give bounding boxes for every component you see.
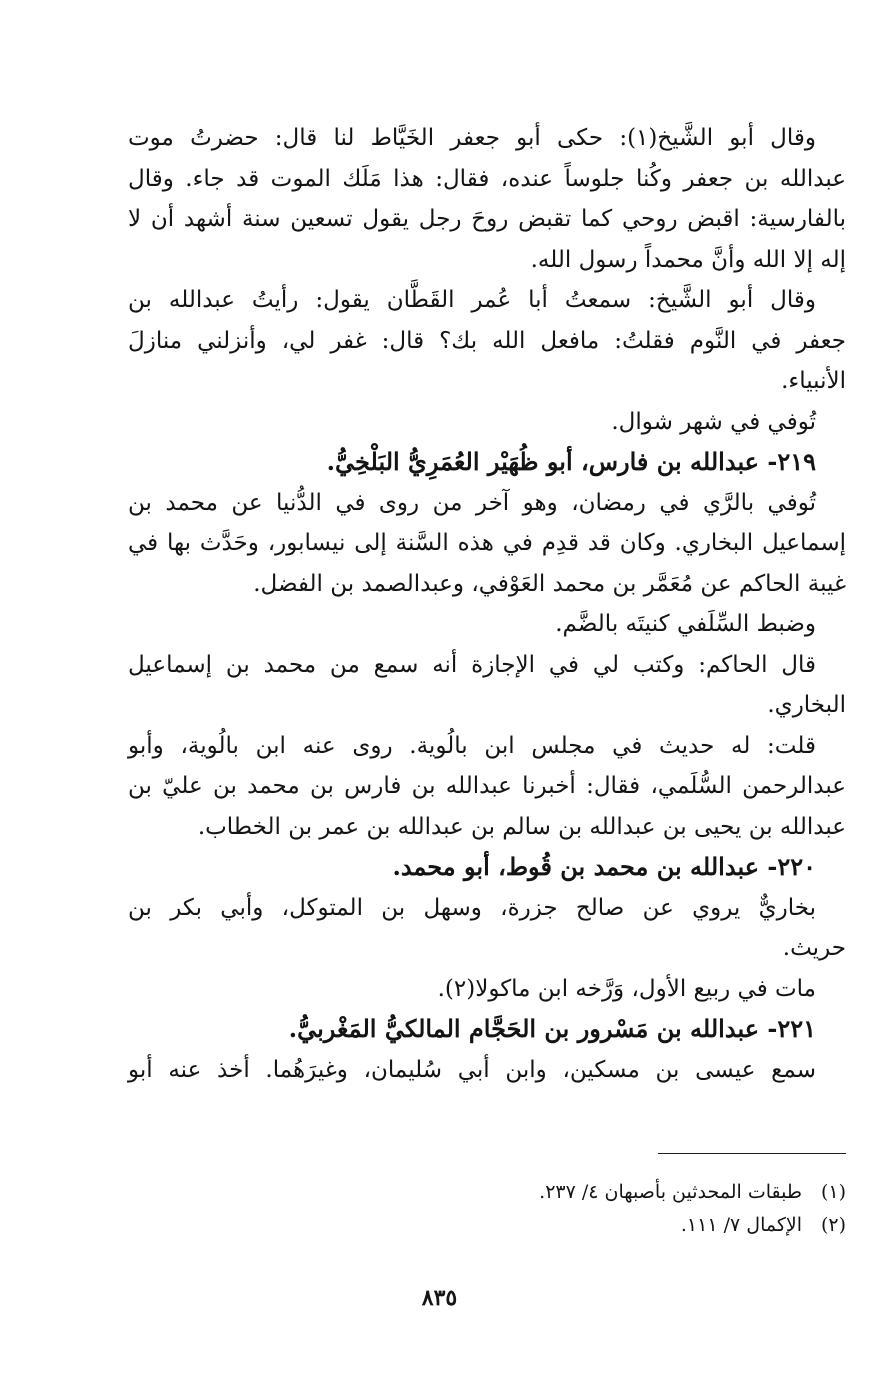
text-line: تُوفي في شهر شوال. [611,408,816,435]
text-line: عبدالرحمن السُّلَمي، فقال: أخبرنا عبدالله بن فارس بن محمد بن عليّ بن [128,773,846,799]
text-line: عبدالله بن يحيى بن عبدالله بن سالم بن عبدالله بن عمر بن الخطاب. [197,813,846,840]
text-line: سمع عيسى بن مسكين، وابن أبي سُليمان، وغيرَهُما. أخذ عنه أبو [128,1056,816,1083]
text-line: غيبة الحاكم عن مُعَمَّر بن محمد العَوْفي، وعبدالصمد بن الفضل. [253,570,846,597]
footnotes [300,1176,846,1242]
text-line: جعفر في النَّوم فقلتُ: مافعل الله بك؟ قال: غفر لي، وأنزلني منازلَ [128,327,846,354]
text-line: تُوفي بالرَّي في رمضان، وهو آخر من روى في الدُّنيا عن محمد بن [128,489,816,516]
footnote [300,1209,846,1242]
text-line: وقال أبو الشَّيخ: سمعتُ أبا عُمر القَطَّان يقول: رأيتُ عبدالله بن [128,287,816,313]
text-line: إله إلا الله وأنَّ محمداً رسول الله. [530,246,846,273]
footnote-number: (٢) [820,1214,846,1236]
body-text [128,118,846,1090]
entry-heading: ٢٢٠- عبدالله بن محمد بن قُوط، أبو محمد. [392,852,816,881]
footnote-separator [658,1153,846,1154]
footnote [300,1176,846,1209]
text-line: بالفارسية: اقبض روحي كما تقبض روحَ رجل يقول تسعين سنة أشهد أن لا [128,206,846,232]
text-line: مات في ربيع الأول، وَرَّخه ابن ماكولا(٢). [437,975,816,1002]
text-line: البخاري. [767,692,846,718]
page-number: ٨٣٥ [421,1285,458,1311]
text-line: قلت: له حديث في مجلس ابن بالُوية. روى عنه ابن بالُوية، وأبو [128,732,816,759]
text-line: وقال أبو الشَّيخ(١): حكى أبو جعفر الخَيَّاط لنا قال: حضرتُ موت [128,125,816,151]
entry-heading: ٢١٩- عبدالله بن فارس، أبو ظُهَيْر العُمَرِيُّ البَلْخِيُّ. [326,447,816,476]
text-line: إسماعيل البخاري. وكان قد قدِم في هذه السَّنة إلى نيسابور، وحَدَّث بها في [128,530,846,556]
text-line: عبدالله بن جعفر وكُنا جلوساً عنده، فقال: هذا مَلَك الموت قد جاء. وقال [128,165,846,192]
text-line: قال الحاكم: وكتب لي في الإجازة أنه سمع من محمد بن إسماعيل [128,651,816,678]
text-line: وضبط السِّلَفي كنيتَه بالضَّم. [555,611,816,637]
text-line: بخاريٌّ يروي عن صالح جزرة، وسهل بن المتوكل، وأبي بكر بن [128,894,816,921]
text-line: حريث. [782,935,846,961]
footnote-text: الإكمال ٧/ ١١١. [680,1214,802,1236]
footnote-text: طبقات المحدثين بأصبهان ٤/ ٢٣٧. [539,1181,802,1203]
footnote-number: (١) [820,1181,846,1203]
entry-heading: ٢٢١- عبدالله بن مَسْرور بن الحَجَّام المالكيُّ المَغْربيُّ. [288,1014,816,1043]
text-line: الأنبياء. [781,368,846,394]
